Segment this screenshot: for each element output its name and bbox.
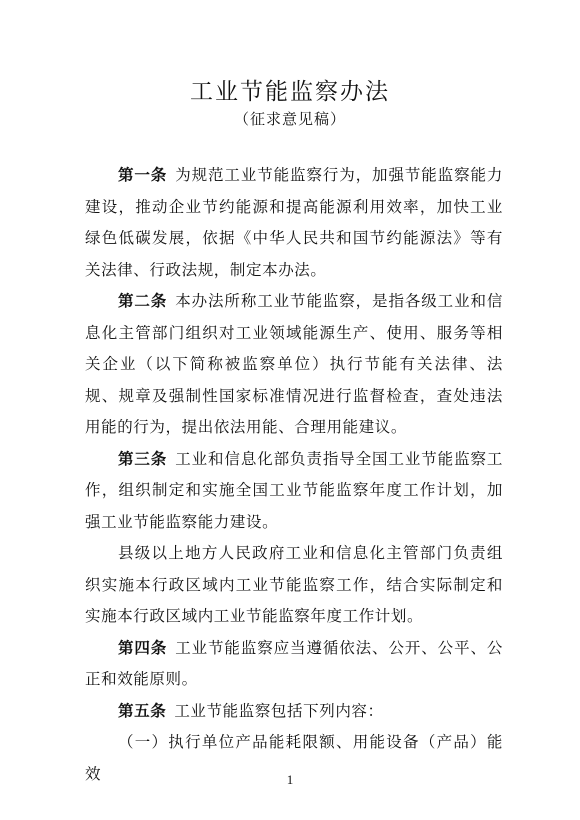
- page-number: 1: [286, 772, 294, 787]
- paragraph-article-3-continued: [85, 538, 503, 633]
- article-text: 工业节能监察应当遵循依法、公开、公平、公正和效能原则。: [85, 638, 503, 688]
- paragraph-article-5: [85, 696, 503, 728]
- article-text: 工业节能监察包括下列内容：: [174, 701, 384, 720]
- paragraph-article-2: [85, 286, 503, 444]
- article-text: 县级以上地方人民政府工业和信息化主管部门负责组织实施本行政区域内工业节能监察工作，结合实际制定和实施本行政区域内工业节能监察年度工作计划。: [85, 544, 503, 625]
- document-body: [85, 160, 503, 790]
- article-label: 第五条: [118, 701, 167, 720]
- article-text: 本办法所称工业节能监察，是指各级工业和信息化主管部门组织对工业领域能源生产、使用、服务等相关企业（以下简称被监察单位）执行节能有关法律、法规、规章及强制性国家标准情况进行监督检查，查处违法用能的行为，提出依法用能、合理用能建议。: [85, 292, 503, 436]
- article-label: 第三条: [118, 449, 168, 468]
- document-subtitle: （征求意见稿）: [233, 110, 346, 128]
- article-text: 为规范工业节能监察行为，加强节能监察能力建设，推动企业节约能源和提高能源利用效率，加快工业绿色低碳发展，依据《中华人民共和国节约能源法》等有关法律、行政法规，制定本办法。: [85, 166, 503, 279]
- article-label: 第二条: [118, 292, 168, 310]
- article-label: 第四条: [118, 638, 168, 657]
- article-text: （一）执行单位产品能耗限额、用能设备（产品）能效: [85, 733, 503, 783]
- paragraph-article-3: [85, 444, 503, 539]
- article-text: 工业和信息化部负责指导全国工业节能监察工作，组织制定和实施全国工业节能监察年度工作计划，加强工业节能监察能力建设。: [85, 449, 503, 531]
- paragraph-article-4: [85, 633, 503, 696]
- document-title: 工业节能监察办法: [190, 79, 390, 105]
- article-label: 第一条: [118, 166, 168, 184]
- paragraph-article-1: [85, 160, 503, 286]
